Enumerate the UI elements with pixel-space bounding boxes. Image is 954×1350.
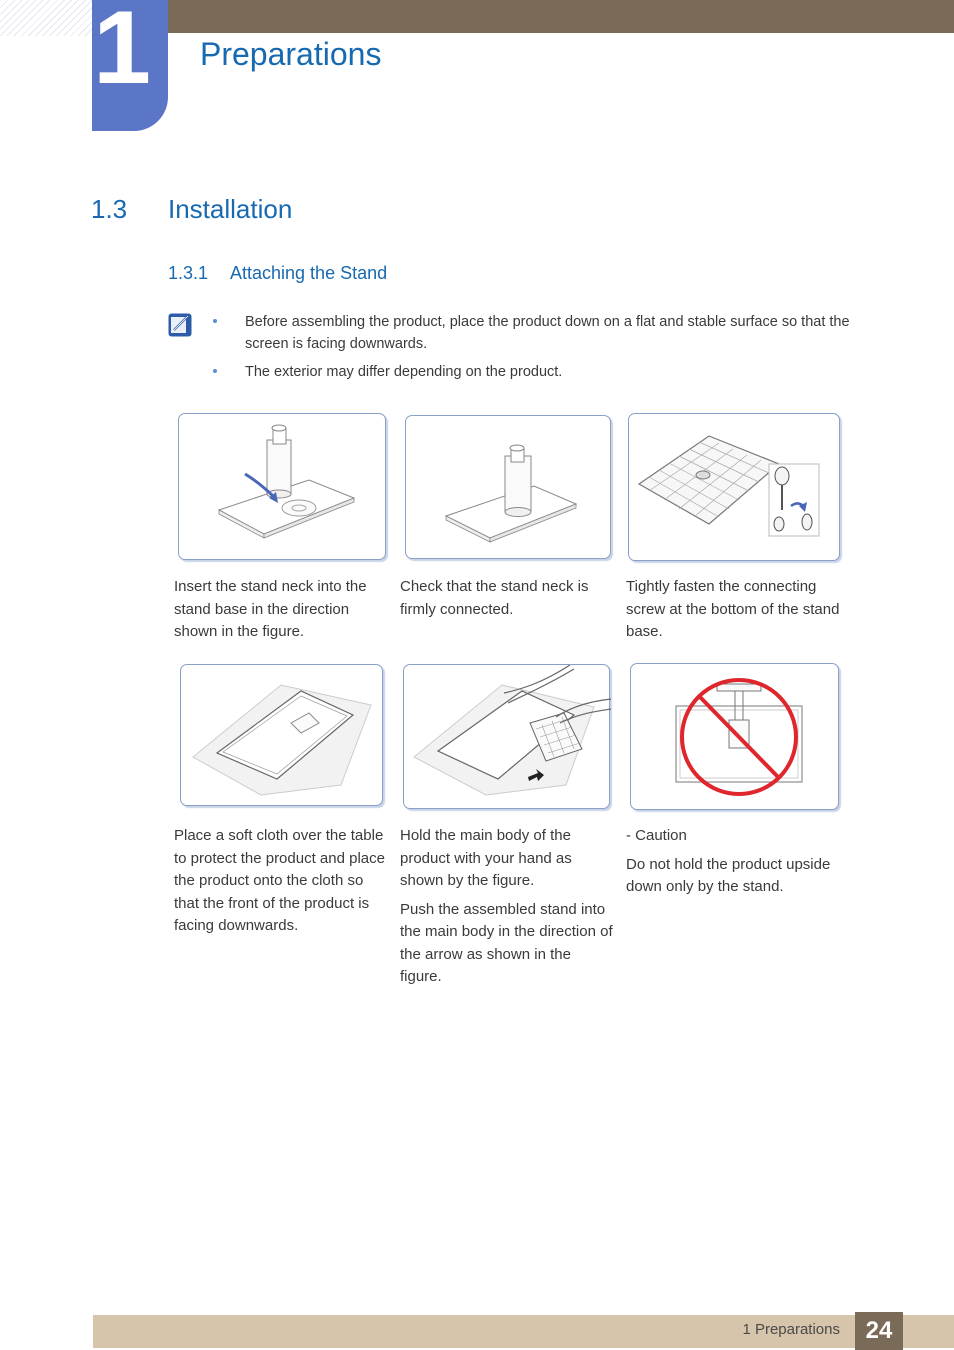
figure-neck-connected xyxy=(405,415,611,559)
chapter-title: Preparations xyxy=(200,36,382,72)
note-item xyxy=(212,311,872,355)
caption-text: Push the assembled stand into the main body in the direction of the arrow as shown in the figure. xyxy=(400,900,613,985)
bullet-dot-icon xyxy=(213,369,217,373)
caption-text: Do not hold the product upside down only by the stand. xyxy=(626,855,831,895)
step-caption xyxy=(626,576,841,650)
note-list xyxy=(212,311,872,389)
note-text: The exterior may differ depending on the product. xyxy=(245,364,563,380)
note-item xyxy=(212,361,872,383)
header-hatch-decoration xyxy=(0,0,92,36)
section-number: 1.3 xyxy=(91,194,128,224)
caption-text: Hold the main body of the product with your hand as shown by the figure. xyxy=(400,827,572,889)
figure-fasten-screw xyxy=(628,413,840,561)
bullet-dot-icon xyxy=(213,319,217,323)
section-title: Installation xyxy=(168,194,293,224)
step-caption xyxy=(174,576,389,650)
subsection-number: 1.3.1 xyxy=(168,263,209,283)
page-number: 24 xyxy=(855,1312,903,1350)
footer-chapter-label: 1 Preparations xyxy=(742,1321,840,1338)
caution-label: - Caution xyxy=(626,827,687,844)
step-caption xyxy=(626,825,844,905)
note-pencil-icon xyxy=(168,313,192,337)
chapter-number: 1 xyxy=(93,0,151,106)
step-caption xyxy=(400,576,615,627)
figure-push-stand xyxy=(403,664,610,809)
caption-text: Place a soft cloth over the table to protect the product and place the product onto the cloth so that the front of the product is facing downwards. xyxy=(174,827,385,934)
step-caption xyxy=(400,825,616,995)
note-text: Before assembling the product, place the product down on a flat and stable surface so that the screen is facing downwards. xyxy=(245,314,850,352)
subsection-title: Attaching the Stand xyxy=(230,263,388,283)
step-caption xyxy=(174,825,390,944)
header-band xyxy=(168,0,954,33)
caption-text: Check that the stand neck is firmly connected. xyxy=(400,578,589,618)
figure-insert-neck xyxy=(178,413,386,560)
figure-caution xyxy=(630,663,839,810)
caption-text: Insert the stand neck into the stand base in the direction shown in the figure. xyxy=(174,578,367,640)
figure-soft-cloth xyxy=(180,664,383,806)
caption-text: Tightly fasten the connecting screw at the bottom of the stand base. xyxy=(626,578,840,640)
